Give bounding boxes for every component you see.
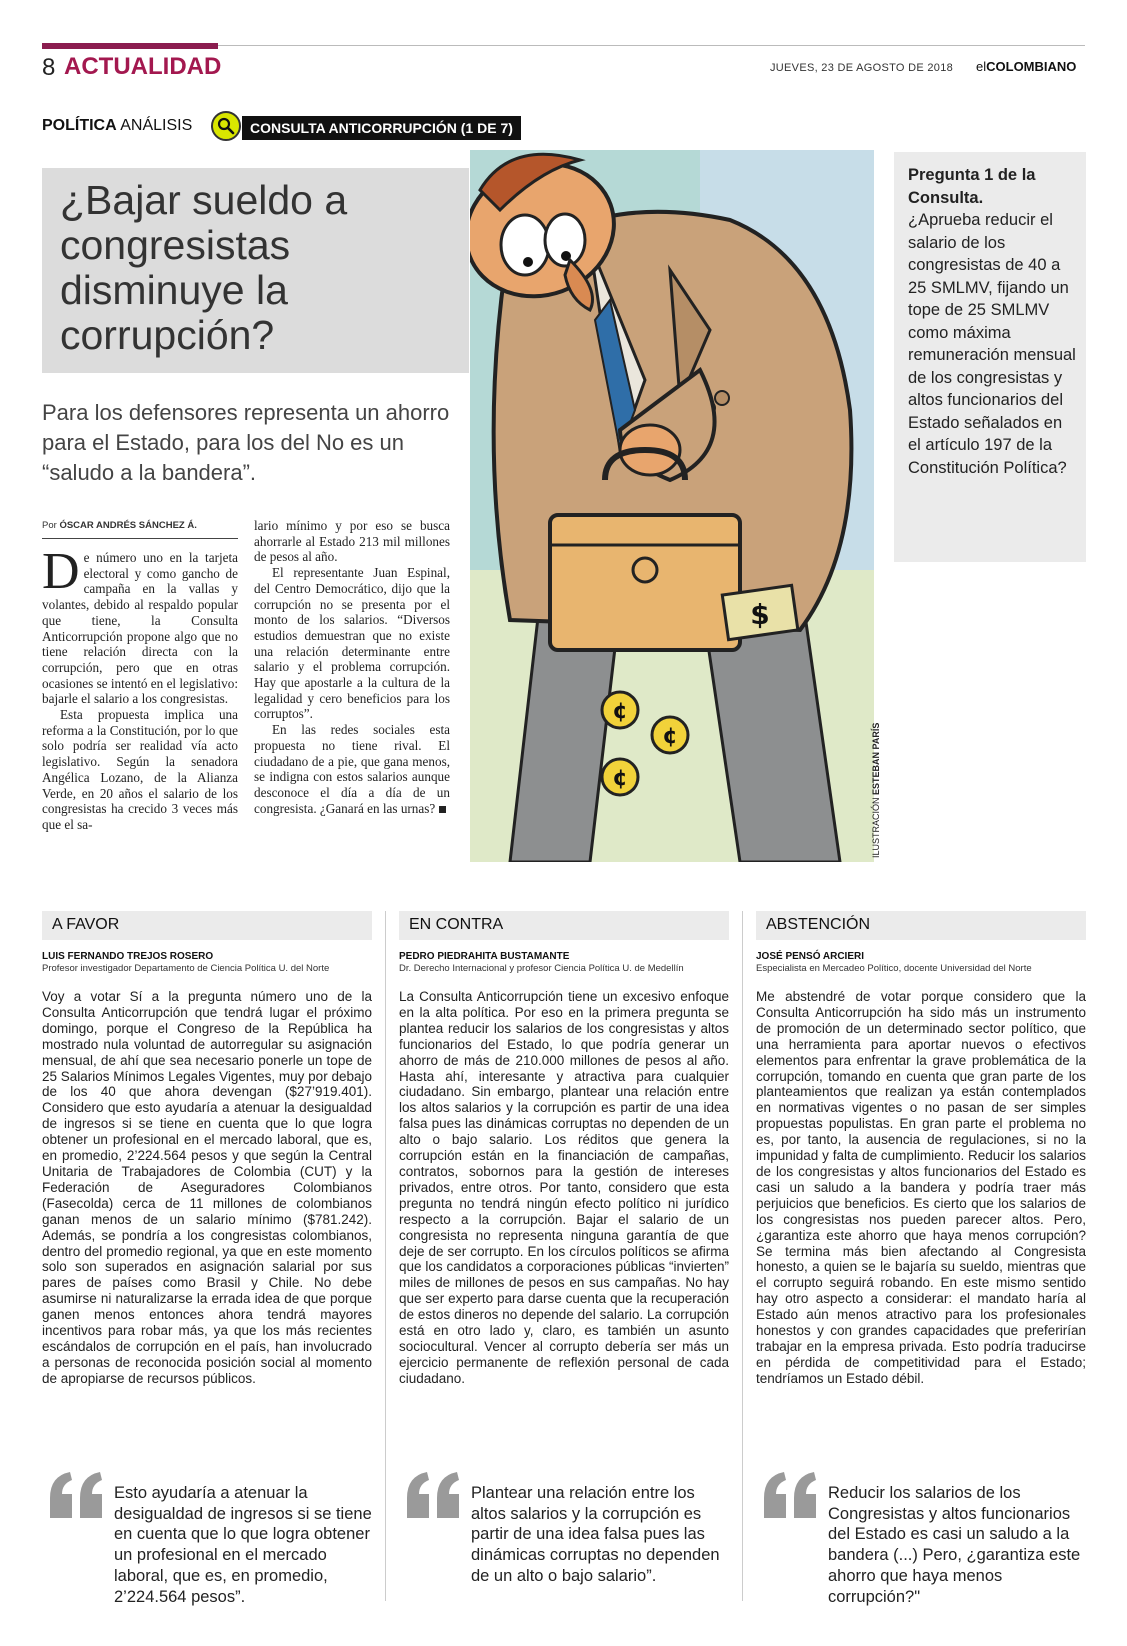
drop-cap: D — [42, 543, 80, 600]
paragraph: e número uno en la tarjeta electoral y como gancho de campaña en la vallas y volantes, debido al respaldo popular que tiene, la Consulta Anticorrupción propone algo que no tiene relación directa con la corrupción, pero que en otras ocasiones se intentó en el legislativo: bajarle el salario a los congresistas. — [42, 550, 238, 707]
newspaper-name — [976, 59, 1076, 74]
paper-name: COLOMBIANO — [986, 59, 1077, 74]
opinion-author: PEDRO PIEDRAHITA BUSTAMANTE — [399, 951, 570, 962]
opinion-label: EN CONTRA — [409, 916, 504, 933]
opinion-text: Voy a votar Sí a la pregunta número uno de la Consulta Anticorrupción que tendrá lugar el próximo domingo, porque el Congreso de la República ha mostrado nula voluntad de autorregular su asignación mensual, de ahí que sea necesario ponerle un tope de 25 Salarios Mínimos Legales Vigentes, muy por debajo de los 40 que ahora devengan ($27’919.401). Considero que esto ayudaría a atenuar la desigualdad de ingresos si se tiene en cuenta que lo que logra obtener un profesional en el mercado laboral, que es, en promedio, 2’224.564 pesos y que según la Central Unitaria de Trabajadores de Colombia (CUT) y la Federación de Aseguradores Colombianos (Fasecolda) cerca de 11 millones de colombianos ganan menos de un salario mínimo ($781.242). Además, se pondría a los congresistas colombianos, dentro del promedio regional, ya que en este momento solo son superados en asignación salarial por sus pares de países como Brasil y Chile. No debe asumirse ni naturalizarse la errada idea de que porque ganen menos entonces ahora tendrá mayores incentivos para robar más, ya que los más recientes escándalos de corrupción en el país, han involucrado a personas de reconocida posición social al momento de apropiarse de recursos públicos. — [42, 989, 372, 1386]
opinion-author: JOSÉ PENSÓ ARCIERI — [756, 951, 864, 962]
credit-prefix: ILUSTRACIÓN — [871, 797, 881, 858]
paragraph: En las redes sociales esta propuesta no tiene rival. El ciudadano de a pie, que gana menos, se indigna con estos salarios aunque desconoce el día a día de un congresista. ¿Ganará en las urnas? — [254, 722, 450, 816]
opinion-author-role: Dr. Derecho Internacional y profesor Ciencia Política U. de Medellín — [399, 963, 684, 974]
opinion-text: La Consulta Anticorrupción tiene un excesivo enfoque en la alta política. Por eso en la primera pregunta se plantea reducir los salarios de los congresistas y altos funcionarios del Estado, lo que podría generar un ahorro de más de 210.000 millones de pesos al año. Hasta ahí, interesante y atractiva para cualquier ciudadano. Sin embargo, plantear una relación entre los altos salarios y la corrupción es partir de una idea falsa pues las dinámicas corruptas no dependen de un alto o bajo salario. Los réditos que genera la corrupción están en la financiación de campañas, contratos, sobornos para la gestión de intereses privados, entre otros. Por tanto, considero que esta pregunta no tendrá ningún efecto político ni jurídico respecto a la corrupción. Bajar el salario de un congresista no representa ninguna garantía de que deje de ser corrupto. En los círculos políticos se afirma que los candidatos a corporaciones públicas “invierten” miles de millones de pesos en sus campañas. No hay que ser experto para darse cuenta que la recuperación de estos dineros no depende del salario. La corrupción está en otro lado y, claro, es también un asunto sociocultural. Vencer al corrupto debería ser más un ejercicio permanente de reflexión personal de cada ciudadano. — [399, 989, 729, 1386]
issue-date: JUEVES, 23 DE AGOSTO DE 2018 — [770, 62, 954, 74]
article-column-2 — [254, 518, 450, 816]
byline-prefix: Por — [42, 520, 57, 531]
byline — [42, 520, 197, 531]
illustration-credit — [871, 723, 881, 858]
section-color-bar — [42, 43, 218, 49]
coin-icon — [602, 759, 638, 795]
opinion-author-role: Profesor investigador Departamento de Ciencia Política U. del Norte — [42, 963, 330, 974]
opinion-author: LUIS FERNANDO TREJOS ROSERO — [42, 951, 214, 962]
quote-icon — [46, 1470, 108, 1520]
question-title: Pregunta 1 de la Consulta. — [908, 166, 1036, 207]
quote-icon — [760, 1470, 822, 1520]
pull-quote: Plantear una relación entre los altos salarios y la corrupción es partir de una idea falsa pues las dinámicas corruptas no dependen de un alto o bajo salario”. — [471, 1484, 720, 1585]
series-badge: CONSULTA ANTICORRUPCIÓN (1 DE 7) — [242, 116, 521, 140]
dollar-bill-symbol: $ — [750, 598, 770, 631]
opinion-tab-abstencion — [756, 911, 1086, 940]
paragraph: lario mínimo y por eso se busca ahorrarle al Estado 213 mil millones de pesos al año. — [254, 518, 450, 565]
credit-name: ESTEBAN PARÍS — [871, 722, 881, 795]
opinion-tab-a-favor — [42, 911, 372, 940]
paragraph: Esta propuesta implica una reforma a la Constitución, por lo que solo podría ser realidad vía acto legislativo. Según la senadora Angélica Lozano, de la Alianza Verde, en 20 años el salario de los congresistas ha crecido 3 veces más que el sa- — [42, 707, 238, 832]
opinion-author-role: Especialista en Mercadeo Político, docente Universidad del Norte — [756, 963, 1032, 974]
article-column-1 — [42, 543, 238, 833]
paper-prefix: el — [976, 59, 987, 74]
column-divider — [742, 911, 743, 1601]
paragraph: El representante Juan Espinal, del Centro Democrático, dijo que la corrupción no se presenta por el monto de los salarios. “Diversos estudios demuestran que no existe una relación determinante entre salario y el problema corrupción. Hay que apostarle a la cultura de la legalidad y cero beneficios para los corruptos”. — [254, 565, 450, 722]
byline-rule — [42, 538, 238, 539]
headline: ¿Bajar sueldo a congresistas disminuye la corrupción? — [60, 177, 348, 358]
header-rule — [218, 45, 1085, 46]
byline-author: ÓSCAR ANDRÉS SÁNCHEZ Á. — [59, 520, 197, 531]
quote-icon — [403, 1470, 465, 1520]
section-title: ACTUALIDAD — [64, 53, 222, 80]
opinion-tab-en-contra — [399, 911, 729, 940]
opinion-text: Me abstendré de votar porque considero que la Consulta Anticorrupción ha sido más un instrumento de promoción de un determinado sector político, que una herramienta para aportar nuevos o efectivos elementos para enfrentar la grave problemática de la corrupción, tomando en cuenta que gran parte de los planteamientos que realizan ya están contemplados en normativas vigentes o no pasan de ser simples propuestas populistas. En gran parte el problema no es, por tanto, la ausencia de regulaciones, si no la impunidad y falta de cumplimiento. Reducir los salarios de los congresistas y altos funcionarios del Estado es casi un saludo a la bandera y podría traer más perjuicios que beneficios. Es cierto que los salarios de los congresistas nos pueden parecer altos. Pero, ¿garantiza este ahorro que haya menos corrupción? Se termina más bien afectando al Congresista honesto, a quien se le bajaría su sueldo, mientras que el corrupto seguirá robando. En este mismo sentido hay otro aspecto a considerar: el mandato haría al Estado aún menos atractivo para los profesionales honestos y con grandes capacidades que preferirían trabajar en la empresa privada. Esto podría traducirse en pérdida de competitividad para el Estado; tendríamos un Estado débil. — [756, 989, 1086, 1386]
coin-icon — [652, 717, 688, 753]
page-number: 8 — [42, 54, 56, 81]
coin-icon — [602, 692, 638, 728]
coin-symbol: ¢ — [612, 766, 628, 791]
pull-quote: Esto ayudaría a atenuar la desigualdad de ingresos si se tiene en cuenta que lo que logra obtener un profesional en el mercado laboral, que es, en promedio, 2’224.564 pesos”. — [114, 1484, 372, 1606]
column-divider — [385, 911, 386, 1601]
end-mark — [439, 806, 446, 813]
question-body: ¿Aprueba reducir el salario de los congresistas de 40 a 25 SMLMV, fijando un tope de 25 SMLMV como máxima remuneración mensual de los congresistas y altos funcionarios del Estado señalados en el artículo 197 de la Constitución Política? — [908, 211, 1076, 477]
search-icon — [211, 111, 241, 141]
coin-symbol: ¢ — [612, 699, 628, 724]
coin-symbol: ¢ — [662, 724, 678, 749]
question-text — [908, 164, 1078, 479]
kicker-category: POLÍTICA — [42, 117, 117, 134]
article-deck: Para los defensores representa un ahorro para el Estado, para los del No es un “saludo a la bandera”. — [42, 400, 450, 485]
kicker-type: ANÁLISIS — [120, 117, 193, 134]
opinion-label: A FAVOR — [52, 916, 120, 933]
illustration-politician-briefcase — [470, 150, 874, 862]
article-kicker — [42, 117, 192, 135]
opinion-label: ABSTENCIÓN — [766, 916, 871, 933]
pull-quote: Reducir los salarios de los Congresistas y altos funcionarios del Estado es casi un saludo a la bandera (...) Pero, ¿garantiza este ahorro que haya menos corrupción?" — [828, 1484, 1081, 1606]
